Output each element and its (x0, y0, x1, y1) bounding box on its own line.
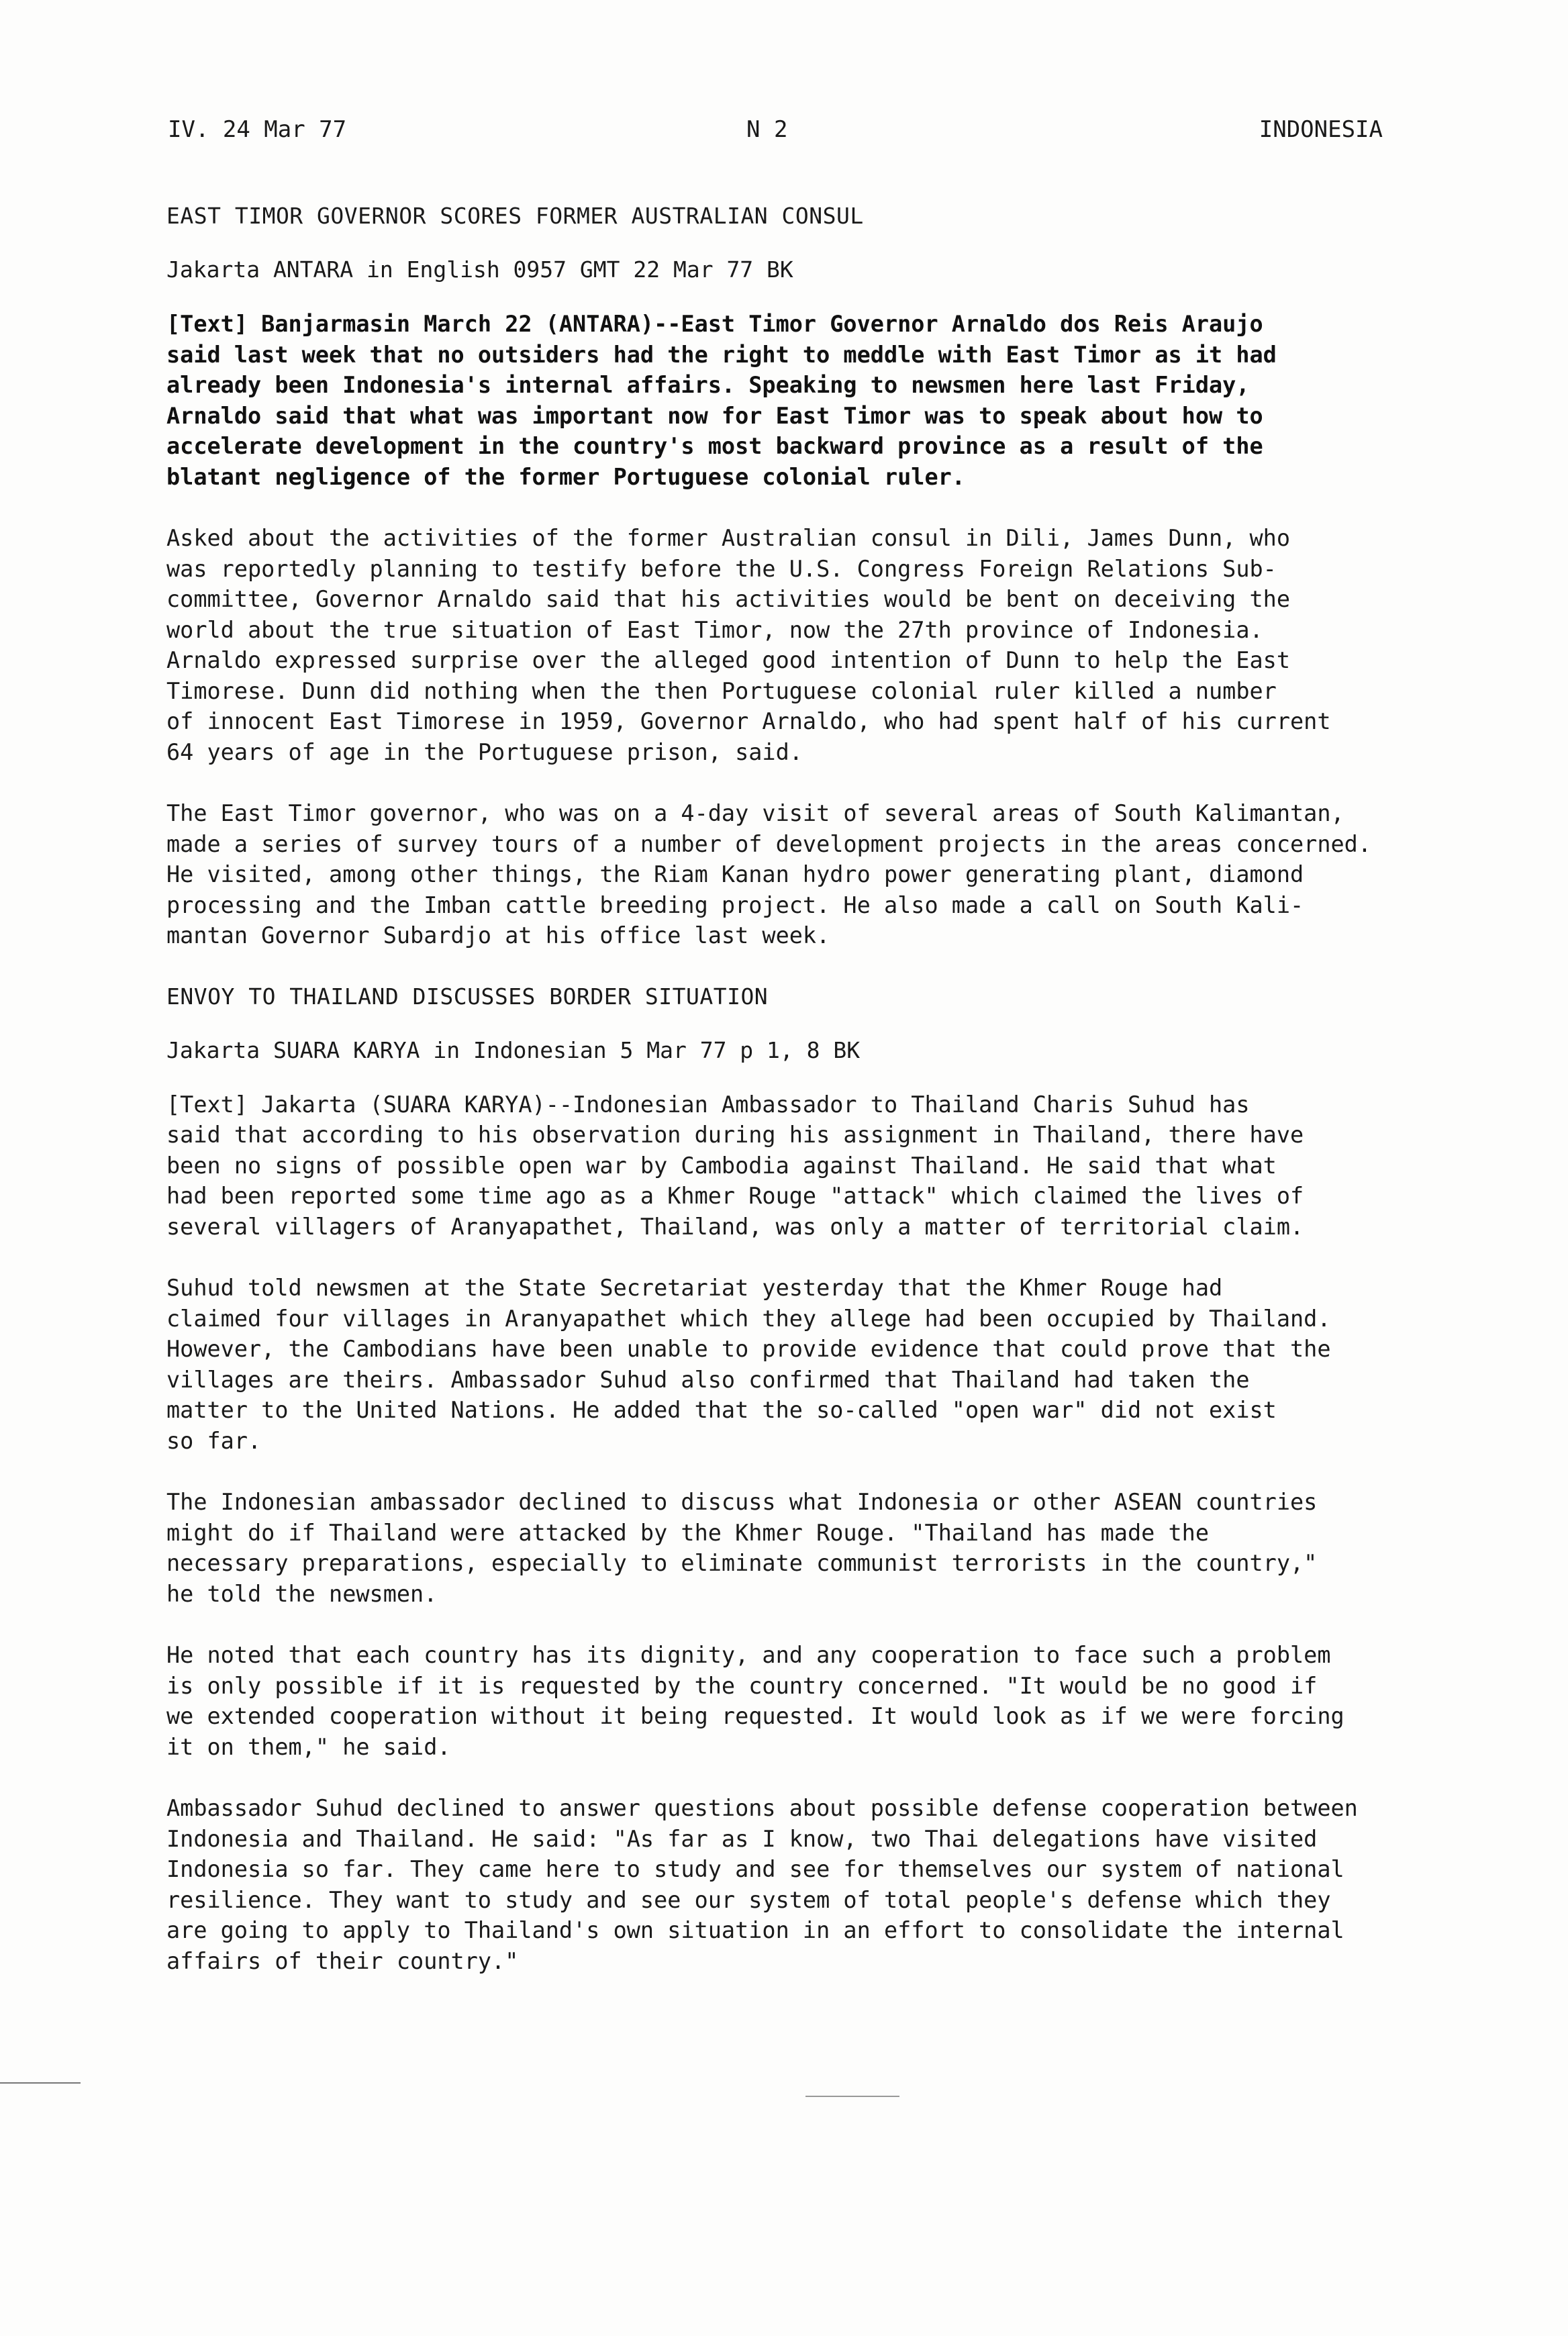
paragraph: He noted that each country has its dignity, and any cooperation to face such a problem is only possible if it is requested by the country concerned. "It would be no good if we extended cooperation without it being requested. It would look as if we were forcing it on them," he said. (166, 1642, 1344, 1760)
footer-rule-center (805, 2096, 899, 2097)
header-date: IV. 24 Mar 77 (168, 116, 347, 143)
story-east-timor (166, 201, 1475, 951)
header-country: INDONESIA (1259, 116, 1383, 143)
paragraph: Suhud told newsmen at the State Secretariat yesterday that the Khmer Rouge had claimed four villages in Aranyapathet which they allege had been occupied by Thailand. However, the Cambodians have been unable to provide evidence that could prove that the villages are theirs. Ambassador Suhud also confirmed that Thailand had taken the matter to the United Nations. He added that the so-called "open war" did not exist so far. (166, 1275, 1331, 1454)
story-headline: ENVOY TO THAILAND DISCUSSES BORDER SITUATION (166, 983, 769, 1010)
paragraph: The East Timor governor, who was on a 4-day visit of several areas of South Kalimantan, made a series of survey tours of a number of development projects in the areas concerned. He visited, among other things, the Riam Kanan hydro power generating plant, diamond processing and the Imban cattle breeding project. He also made a call on South Kali- mantan Governor Subardjo at his office last week. (166, 800, 1372, 948)
story-dateline: Jakarta SUARA KARYA in Indonesian 5 Mar 77 p 1, 8 BK (166, 1036, 861, 1063)
story-thailand-envoy (166, 982, 1475, 1977)
footer-rule-left (0, 2082, 81, 2084)
paragraph: Ambassador Suhud declined to answer questions about possible defense cooperation between Indonesia and Thailand. He said: "As far as I know, two Thai delegations have visited Indonesia so far. They came here to study and see for themselves our system of national resilience. They want to study and see our system of total people's defense which they are going to apply to Thailand's own situation in an effort to consolidate the internal affairs of their country." (166, 1795, 1358, 1974)
story-dateline: Jakarta ANTARA in English 0957 GMT 22 Mar 77 BK (166, 256, 793, 283)
paragraph: The Indonesian ambassador declined to discuss what Indonesia or other ASEAN countries might do if Thailand were attacked by the Khmer Rouge. "Thailand has made the necessary preparations, especially to eliminate communist terrorists in the country," he told the newsmen. (166, 1489, 1318, 1607)
paragraph: [Text] Banjarmasin March 22 (ANTARA)--East Timor Governor Arnaldo dos Reis Araujo said last week that no outsiders had the right to meddle with East Timor as it had already been Indonesia's internal affairs. Speaking to newsmen here last Friday, Arnaldo said that what was important now for East Timor was to speak about how to accelerate development in the country's most backward province as a result of the blatant negligence of the former Portuguese colonial ruler. (166, 311, 1277, 490)
paragraph: Asked about the activities of the former Australian consul in Dili, James Dunn, who was reportedly planning to testify before the U.S. Congress Foreign Relations Sub- committee, Governor Arnaldo said that his activities would be bent on deceiving the world about the true situation of East Timor, now the 27th province of Indonesia. Arnaldo expressed surprise over the alleged good intention of Dunn to help the East Timorese. Dunn did nothing when the then Portuguese colonial ruler killed a number of innocent East Timorese in 1959, Governor Arnaldo, who had spent half of his current 64 years of age in the Portuguese prison, said. (166, 525, 1331, 765)
document-body (166, 201, 1475, 2007)
page-header (168, 113, 1383, 146)
story-headline: EAST TIMOR GOVERNOR SCORES FORMER AUSTRALIAN CONSUL (166, 203, 864, 229)
header-page-number: N 2 (746, 116, 788, 143)
paragraph: [Text] Jakarta (SUARA KARYA)--Indonesian Ambassador to Thailand Charis Suhud has said that according to his observation during his assignment in Thailand, there have been no signs of possible open war by Cambodia against Thailand. He said that what had been reported some time ago as a Khmer Rouge "attack" which claimed the lives of several villagers of Aranyapathet, Thailand, was only a matter of territorial claim. (166, 1091, 1304, 1240)
